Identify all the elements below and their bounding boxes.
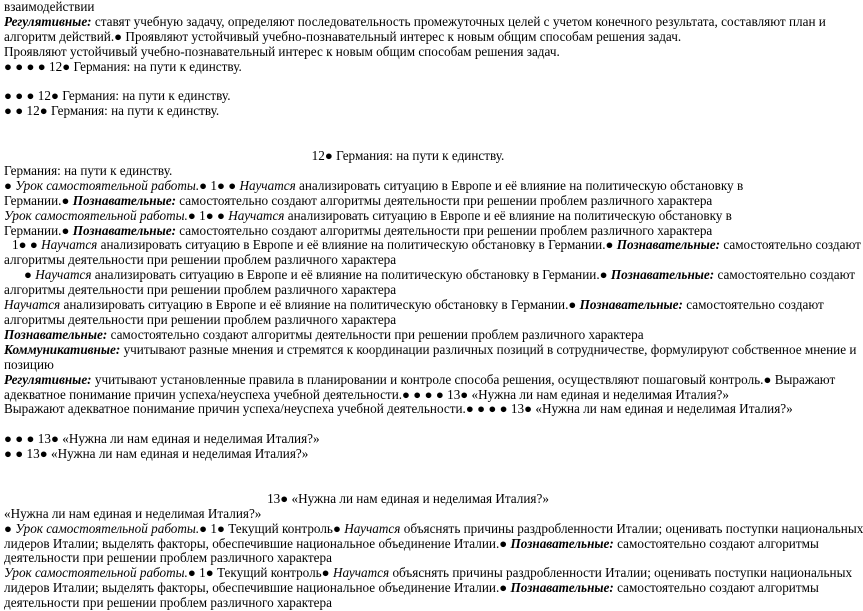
text-line bbox=[4, 535, 819, 552]
text-line bbox=[4, 328, 812, 343]
text-segment: деятельности при решении проблем различного характера bbox=[4, 550, 332, 566]
text-line bbox=[4, 0, 812, 15]
text-segment: лидеров Италии; выделять факторы, обеспечившие национальное объединение Италии.● bbox=[4, 580, 511, 596]
text-segment: Германия: на пути к единству. bbox=[4, 162, 173, 178]
text-segment: алгоритмы деятельности при решении проблем различного характера bbox=[4, 252, 397, 268]
text-line bbox=[4, 179, 812, 194]
text-segment: объяснять причины раздробленности Италии; оценивать поступки национальных bbox=[400, 520, 863, 536]
bold-italic-label: Регулятивные: bbox=[4, 13, 92, 29]
text-line bbox=[4, 297, 824, 313]
blank-line bbox=[4, 134, 812, 149]
text-segment: 12● Германия: на пути к единству. bbox=[311, 148, 505, 164]
text-segment: объяснять причины раздробленности Италии; оценивать поступки национальных bbox=[389, 565, 853, 581]
text-segment: самостоятельно создают алгоритмы деятельности при решении проблем различного характера bbox=[107, 326, 644, 342]
text-line bbox=[4, 149, 812, 164]
text-segment: адекватное понимание причин успеха/неуспеха учебной деятельности.● ● ● ● 13● «Нужна ли нам единая и неделимая Италия?» bbox=[4, 386, 729, 402]
blank-line bbox=[4, 417, 812, 432]
text-line bbox=[4, 580, 819, 596]
text-line bbox=[4, 388, 812, 403]
bold-italic-label: Познавательные: bbox=[510, 535, 614, 551]
text-line bbox=[4, 30, 812, 45]
text-segment: ставят учебную задачу, определяют последовательность промежуточных целей с учетом конечного результата, составляют план и bbox=[91, 13, 826, 29]
blank-line bbox=[4, 119, 812, 134]
text-segment: самостоятельно создают bbox=[714, 267, 856, 283]
text-line bbox=[4, 283, 812, 298]
text-segment: позицию bbox=[4, 356, 54, 372]
text-segment: алгоритмы деятельности при решении проблем различного характера bbox=[4, 282, 397, 298]
text-segment: 1● ● bbox=[12, 237, 42, 253]
text-line bbox=[4, 565, 853, 581]
text-segment: ● 1● ● bbox=[187, 207, 229, 223]
bold-italic-label: Познавательные: bbox=[72, 192, 176, 208]
bold-italic-label: Регулятивные: bbox=[4, 371, 92, 387]
italic-text: Урок самостоятельной работы. bbox=[4, 207, 188, 223]
text-segment: анализировать ситуацию в Европе и её влияние на политическую обстановку в bbox=[295, 177, 744, 193]
text-segment: ● ● ● 12● Германия: на пути к единству. bbox=[4, 88, 231, 104]
text-line bbox=[4, 507, 812, 522]
text-segment: анализировать ситуацию в Европе и её влияние на политическую обстановку в Германии.● bbox=[91, 267, 611, 283]
text-line bbox=[4, 60, 812, 75]
text-line bbox=[4, 224, 812, 239]
text-segment: самостоятельно создают алгоритмы деятельности при решении проблем различного характера bbox=[175, 192, 713, 208]
text-segment: деятельности при решении проблем различного характера bbox=[4, 595, 332, 611]
text-line bbox=[4, 209, 812, 224]
text-line bbox=[4, 237, 861, 253]
text-line bbox=[4, 341, 857, 358]
italic-text: Научатся bbox=[35, 267, 92, 283]
text-segment: ● ● ● 13● «Нужна ли нам единая и неделимая Италия?» bbox=[4, 431, 320, 447]
text-line bbox=[4, 432, 812, 447]
text-segment: учитывают разные мнения и стремятся к координации различных позиций в сотрудничестве, формулируют собственное мнение и bbox=[120, 341, 857, 357]
text-segment: самостоятельно создают bbox=[682, 297, 824, 313]
text-segment: Выражают адекватное понимание причин успеха/неуспеха учебной деятельности.● ● ● ● 13● «Нужна ли нам единая и неделимая Италия?» bbox=[4, 401, 793, 417]
blank-line bbox=[4, 75, 812, 90]
italic-text: Научатся bbox=[344, 520, 401, 536]
bold-italic-label: Познавательные: bbox=[616, 237, 721, 253]
italic-text: ● Урок самостоятельной работы. bbox=[4, 520, 200, 536]
text-segment: алгоритм действий.● Проявляют устойчивый учебно-познавательный интерес к новым общим способам решения задач. bbox=[4, 28, 682, 44]
italic-text: Научатся bbox=[332, 565, 390, 581]
text-line bbox=[4, 194, 812, 209]
text-line bbox=[4, 253, 812, 268]
blank-line bbox=[4, 462, 812, 477]
text-segment: «Нужна ли нам единая и неделимая Италия?» bbox=[4, 505, 262, 521]
text-segment: ● ● 12● Германия: на пути к единству. bbox=[4, 103, 220, 119]
bold-italic-label: Познавательные: bbox=[510, 580, 614, 596]
text-segment: ● 1● Текущий контроль● bbox=[199, 520, 345, 536]
text-segment: самостоятельно создают bbox=[720, 237, 861, 253]
text-segment: лидеров Италии; выделять факторы, обеспечившие национальное объединение Италии.● bbox=[4, 535, 511, 551]
text-line bbox=[4, 358, 812, 373]
bold-italic-label: Познавательные: bbox=[4, 326, 108, 342]
text-segment: ● 1● Текущий контроль● bbox=[187, 565, 333, 581]
bold-italic-label: Познавательные: bbox=[579, 297, 683, 313]
text-segment: 13● «Нужна ли нам единая и неделимая Италия?» bbox=[267, 490, 549, 506]
text-line bbox=[4, 520, 863, 537]
bold-italic-label: Познавательные: bbox=[72, 222, 176, 238]
text-segment: ● 1● ● bbox=[199, 177, 240, 193]
text-line bbox=[4, 13, 826, 30]
italic-text: Научатся bbox=[4, 297, 61, 313]
blank-line bbox=[4, 477, 812, 492]
italic-text: Научатся bbox=[41, 237, 98, 253]
text-segment: Проявляют устойчивый учебно-познавательный интерес к новым общим способам решения задач. bbox=[4, 43, 560, 59]
text-line bbox=[4, 402, 812, 417]
text-segment: алгоритмы деятельности при решении проблем различного характера bbox=[4, 311, 397, 327]
text-segment: ● bbox=[24, 267, 36, 283]
text-line bbox=[4, 104, 812, 119]
text-segment: ● ● 13● «Нужна ли нам единая и неделимая Италия?» bbox=[4, 446, 309, 462]
bold-italic-label: Коммуникативные: bbox=[4, 341, 121, 357]
text-segment: анализировать ситуацию в Европе и её влияние на политическую обстановку в Германии.● bbox=[97, 237, 617, 253]
text-line bbox=[4, 551, 812, 566]
text-line bbox=[4, 596, 812, 611]
text-line bbox=[4, 313, 812, 328]
text-segment: самостоятельно создают алгоритмы bbox=[613, 535, 819, 551]
text-line bbox=[4, 267, 856, 283]
text-segment: анализировать ситуацию в Европе и её влияние на политическую обстановку в bbox=[284, 207, 732, 223]
text-segment: взаимодействии bbox=[4, 0, 95, 14]
text-line bbox=[4, 371, 836, 388]
italic-text: ● Урок самостоятельной работы. bbox=[4, 177, 200, 193]
text-line bbox=[4, 45, 812, 60]
italic-text: Научатся bbox=[228, 207, 285, 223]
text-segment: ● ● ● ● 12● Германия: на пути к единству. bbox=[4, 58, 242, 74]
text-segment: учитывают установленные правила в планировании и контроле способа решения, осуществляют пошаговый контроль.● Выражают bbox=[91, 371, 836, 387]
text-segment: Германии.● bbox=[4, 222, 73, 238]
text-line bbox=[4, 492, 812, 507]
text-segment: самостоятельно создают алгоритмы bbox=[613, 580, 819, 596]
text-line bbox=[4, 447, 812, 462]
text-segment: Германии.● bbox=[4, 192, 73, 208]
bold-italic-label: Познавательные: bbox=[610, 267, 715, 283]
text-segment: анализировать ситуацию в Европе и её влияние на политическую обстановку в Германии.● bbox=[60, 297, 580, 313]
text-segment: самостоятельно создают алгоритмы деятельности при решении проблем различного характера bbox=[175, 222, 713, 238]
text-line bbox=[4, 164, 812, 179]
italic-text: Научатся bbox=[239, 177, 296, 193]
text-line bbox=[4, 89, 812, 104]
italic-text: Урок самостоятельной работы. bbox=[4, 565, 188, 581]
